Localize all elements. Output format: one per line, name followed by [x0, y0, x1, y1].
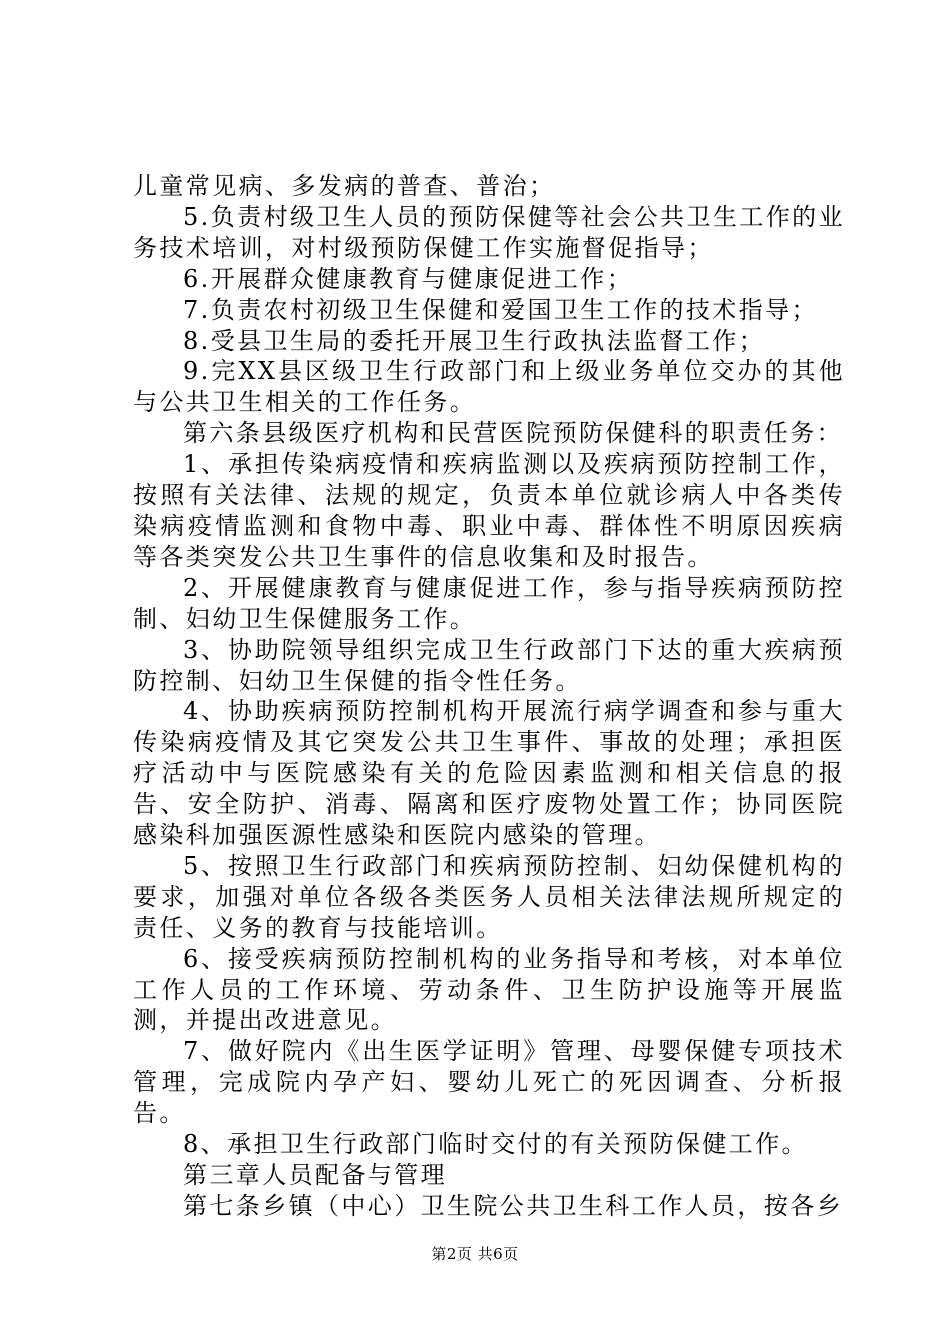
paragraph: 4、协助疾病预防控制机构开展流行病学调查和参与重大传染病疫情及其它突发公共卫生事件、事故的处理；承担医疗活动中与医院感染有关的危险因素监测和相关信息的报告、安全防护、消毒、隔离和医疗废物处置工作；协同医院感染科加强医源性感染和医院内感染的管理。: [133, 697, 845, 850]
paragraph: 9.完XX县区级卫生行政部门和上级业务单位交办的其他与公共卫生相关的工作任务。: [133, 357, 845, 417]
paragraph: 2、开展健康教育与健康促进工作，参与指导疾病预防控制、妇幼卫生保健服务工作。: [133, 573, 845, 633]
paragraph: 7.负责农村初级卫生保健和爱国卫生工作的技术指导；: [183, 295, 818, 324]
paragraph: 6、接受疾病预防控制机构的业务指导和考核，对本单位工作人员的工作环境、劳动条件、卫生防护设施等开展监测，并提出改进意见。: [133, 944, 845, 1035]
paragraph: 儿童常见病、多发病的普查、普治；: [133, 172, 556, 200]
paragraph: 8.受县卫生局的委托开展卫生行政执法监督工作；: [183, 326, 766, 355]
paragraph: 第七条乡镇（中心）卫生院公共卫生科工作人员，按各乡: [183, 1191, 843, 1220]
paragraph: 1、承担传染病疫情和疾病监测以及疾病预防控制工作，按照有关法律、法规的规定，负责本单位就诊病人中各类传染病疫情监测和食物中毒、职业中毒、群体性不明原因疾病等各类突发公共卫生事件的信息收集和及时报告。: [133, 450, 845, 571]
paragraph: 6.开展群众健康教育与健康促进工作；: [183, 264, 634, 293]
paragraph: 5、按照卫生行政部门和疾病预防控制、妇幼保健机构的要求，加强对单位各级各类医务人员相关法律法规所规定的责任、义务的教育与技能培训。: [133, 851, 845, 942]
page-footer: 第2页 共6页: [431, 1245, 519, 1263]
paragraph: 第六条县级医疗机构和民营医院预防保健科的职责任务：: [183, 419, 843, 448]
paragraph: 7、做好院内《出生医学证明》管理、母婴保健专项技术管理，完成院内孕产妇、婴幼儿死亡的死因调查、分析报告。: [133, 1037, 845, 1128]
paragraph: 3、协助院领导组织完成卫生行政部门下达的重大疾病预防控制、妇幼卫生保健的指令性任务。: [133, 635, 845, 695]
paragraph: 5.负责村级卫生人员的预防保健等社会公共卫生工作的业务技术培训，对村级预防保健工作实施督促指导；: [133, 202, 845, 262]
paragraph: 8、承担卫生行政部门临时交付的有关预防保健工作。: [183, 1130, 808, 1159]
document-body: [133, 171, 845, 1222]
paragraph: 第三章人员配备与管理: [183, 1161, 447, 1189]
